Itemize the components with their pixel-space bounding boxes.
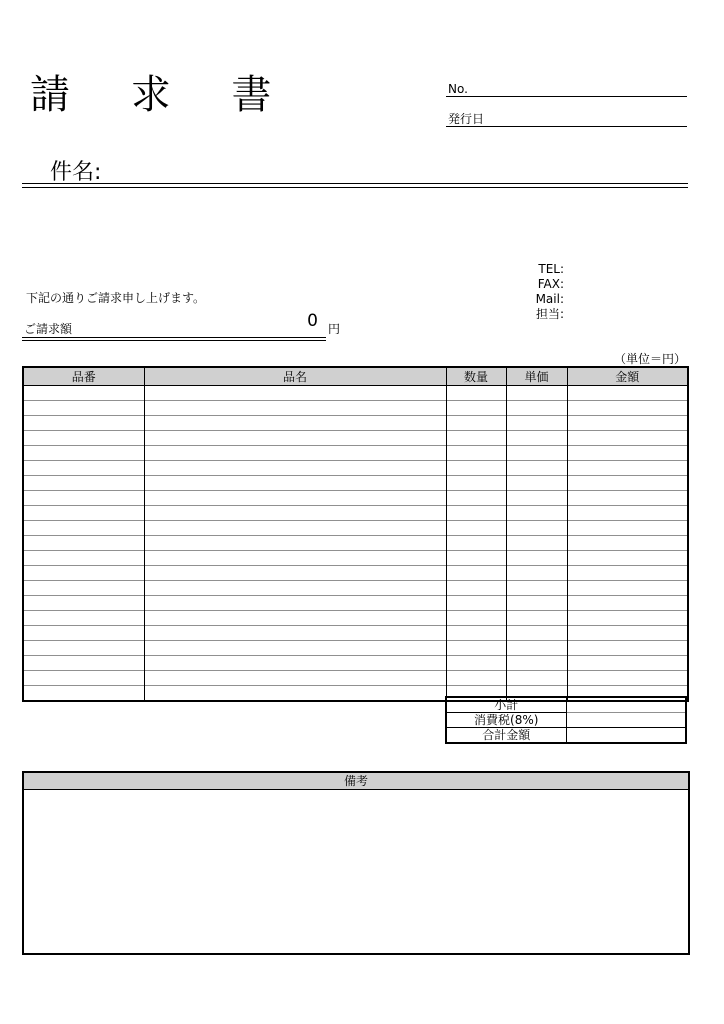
table-cell[interactable] xyxy=(506,401,567,416)
table-cell[interactable] xyxy=(567,386,688,401)
items-table-header xyxy=(23,367,688,386)
total-label: 合計金額 xyxy=(446,728,566,744)
table-cell[interactable] xyxy=(23,446,144,461)
table-cell[interactable] xyxy=(506,536,567,551)
table-cell[interactable] xyxy=(144,581,446,596)
summary-row-subtotal xyxy=(446,697,686,713)
subtotal-value[interactable] xyxy=(566,697,686,713)
table-cell[interactable] xyxy=(567,566,688,581)
table-cell[interactable] xyxy=(567,506,688,521)
table-cell[interactable] xyxy=(446,566,506,581)
table-row xyxy=(23,656,688,671)
table-cell[interactable] xyxy=(506,596,567,611)
table-cell[interactable] xyxy=(567,596,688,611)
table-cell[interactable] xyxy=(446,656,506,671)
table-row xyxy=(23,566,688,581)
table-cell[interactable] xyxy=(506,461,567,476)
table-row xyxy=(23,521,688,536)
table-cell[interactable] xyxy=(23,596,144,611)
table-cell[interactable] xyxy=(506,641,567,656)
table-cell[interactable] xyxy=(144,446,446,461)
table-cell[interactable] xyxy=(567,461,688,476)
subtotal-label: 小計 xyxy=(446,697,566,713)
table-cell[interactable] xyxy=(144,671,446,686)
table-cell[interactable] xyxy=(446,626,506,641)
table-row xyxy=(23,671,688,686)
table-cell[interactable] xyxy=(567,611,688,626)
total-value[interactable] xyxy=(566,728,686,744)
table-cell[interactable] xyxy=(23,431,144,446)
table-cell[interactable] xyxy=(506,386,567,401)
table-cell[interactable] xyxy=(506,491,567,506)
table-cell[interactable] xyxy=(506,416,567,431)
contact-tel-label: TEL: xyxy=(538,262,564,276)
unit-note: （単位＝円） xyxy=(613,352,686,366)
tax-value[interactable] xyxy=(566,713,686,728)
column-header-quantity: 数量 xyxy=(446,367,506,386)
summary-row-total xyxy=(446,728,686,744)
table-cell[interactable] xyxy=(144,566,446,581)
table-cell[interactable] xyxy=(446,611,506,626)
table-cell[interactable] xyxy=(506,431,567,446)
table-row xyxy=(23,386,688,401)
table-cell[interactable] xyxy=(144,476,446,491)
table-cell[interactable] xyxy=(567,431,688,446)
table-row xyxy=(23,551,688,566)
table-cell[interactable] xyxy=(144,401,446,416)
table-cell[interactable] xyxy=(23,521,144,536)
table-cell[interactable] xyxy=(446,641,506,656)
table-cell[interactable] xyxy=(23,656,144,671)
subject-label: 件名: xyxy=(50,160,102,185)
invoice-number-label: No. xyxy=(448,82,468,96)
table-cell[interactable] xyxy=(23,566,144,581)
table-cell[interactable] xyxy=(567,416,688,431)
table-cell[interactable] xyxy=(506,581,567,596)
table-cell[interactable] xyxy=(23,536,144,551)
table-cell[interactable] xyxy=(144,596,446,611)
table-cell[interactable] xyxy=(23,551,144,566)
table-cell[interactable] xyxy=(506,551,567,566)
table-cell[interactable] xyxy=(567,521,688,536)
table-cell[interactable] xyxy=(446,671,506,686)
table-row xyxy=(23,626,688,641)
table-row xyxy=(23,431,688,446)
table-cell[interactable] xyxy=(506,626,567,641)
table-cell[interactable] xyxy=(446,551,506,566)
table-cell[interactable] xyxy=(506,611,567,626)
contact-mail-label: Mail: xyxy=(535,292,564,306)
table-cell[interactable] xyxy=(446,401,506,416)
contact-fax-label: FAX: xyxy=(537,277,564,291)
table-row xyxy=(23,401,688,416)
table-cell[interactable] xyxy=(446,581,506,596)
table-cell[interactable] xyxy=(567,581,688,596)
issue-date-label: 発行日 xyxy=(448,112,485,126)
billing-amount-underline-top xyxy=(22,337,326,338)
table-cell[interactable] xyxy=(144,461,446,476)
table-cell[interactable] xyxy=(144,416,446,431)
table-cell[interactable] xyxy=(506,566,567,581)
table-cell[interactable] xyxy=(506,656,567,671)
billing-amount-underline-bottom xyxy=(22,340,326,341)
table-cell[interactable] xyxy=(23,641,144,656)
table-cell[interactable] xyxy=(144,656,446,671)
items-table xyxy=(22,366,689,702)
table-cell[interactable] xyxy=(446,446,506,461)
table-cell[interactable] xyxy=(144,431,446,446)
contact-person-label: 担当: xyxy=(535,307,564,321)
table-cell[interactable] xyxy=(23,686,144,702)
table-cell[interactable] xyxy=(23,671,144,686)
table-cell[interactable] xyxy=(567,641,688,656)
table-cell[interactable] xyxy=(446,596,506,611)
table-cell[interactable] xyxy=(23,386,144,401)
table-row xyxy=(23,491,688,506)
invoice-number-line xyxy=(446,96,687,97)
billing-intro-text: 下記の通りご請求申し上げます。 xyxy=(26,291,206,305)
table-cell[interactable] xyxy=(506,476,567,491)
table-cell[interactable] xyxy=(446,476,506,491)
table-cell[interactable] xyxy=(567,401,688,416)
column-header-amount: 金額 xyxy=(567,367,688,386)
summary-row-tax xyxy=(446,713,686,728)
table-cell[interactable] xyxy=(144,551,446,566)
table-cell[interactable] xyxy=(23,581,144,596)
table-cell[interactable] xyxy=(446,536,506,551)
tax-label: 消費税(8%) xyxy=(446,713,566,728)
summary-table xyxy=(445,696,687,744)
table-cell[interactable] xyxy=(446,431,506,446)
table-cell[interactable] xyxy=(23,491,144,506)
billing-amount-label: ご請求額 xyxy=(24,322,73,336)
table-row xyxy=(23,641,688,656)
table-cell[interactable] xyxy=(446,521,506,536)
table-cell[interactable] xyxy=(506,671,567,686)
table-row xyxy=(23,476,688,491)
table-cell[interactable] xyxy=(567,446,688,461)
table-cell[interactable] xyxy=(144,386,446,401)
remarks-header: 備考 xyxy=(24,773,688,790)
table-cell[interactable] xyxy=(567,476,688,491)
table-cell[interactable] xyxy=(144,611,446,626)
table-cell[interactable] xyxy=(23,461,144,476)
table-cell[interactable] xyxy=(446,491,506,506)
table-row xyxy=(23,506,688,521)
billing-amount-value: 0 xyxy=(307,311,318,331)
table-cell[interactable] xyxy=(144,626,446,641)
table-cell[interactable] xyxy=(446,416,506,431)
table-row xyxy=(23,536,688,551)
table-cell[interactable] xyxy=(446,506,506,521)
billing-currency-label: 円 xyxy=(328,322,341,336)
table-cell[interactable] xyxy=(567,671,688,686)
table-cell[interactable] xyxy=(23,506,144,521)
table-row xyxy=(23,461,688,476)
table-cell[interactable] xyxy=(144,506,446,521)
page-title: 請 求 書 xyxy=(30,72,296,118)
table-cell[interactable] xyxy=(23,416,144,431)
table-cell[interactable] xyxy=(567,626,688,641)
table-cell[interactable] xyxy=(506,446,567,461)
table-cell[interactable] xyxy=(567,656,688,671)
table-cell[interactable] xyxy=(23,626,144,641)
table-cell[interactable] xyxy=(506,506,567,521)
column-header-item-code: 品番 xyxy=(23,367,144,386)
table-row xyxy=(23,596,688,611)
table-cell[interactable] xyxy=(144,536,446,551)
table-row xyxy=(23,446,688,461)
remarks-content[interactable] xyxy=(24,790,688,950)
table-cell[interactable] xyxy=(446,461,506,476)
column-header-unit-price: 単価 xyxy=(506,367,567,386)
table-cell[interactable] xyxy=(23,476,144,491)
column-header-item-name: 品名 xyxy=(144,367,446,386)
table-row xyxy=(23,581,688,596)
subject-underline-bottom xyxy=(22,187,688,188)
issue-date-line xyxy=(446,126,687,127)
table-row xyxy=(23,416,688,431)
table-cell[interactable] xyxy=(567,551,688,566)
table-cell[interactable] xyxy=(144,686,446,702)
table-row xyxy=(23,611,688,626)
table-cell[interactable] xyxy=(567,491,688,506)
table-cell[interactable] xyxy=(144,521,446,536)
table-cell[interactable] xyxy=(446,386,506,401)
remarks-box xyxy=(22,771,690,955)
table-cell[interactable] xyxy=(506,521,567,536)
subject-underline-top xyxy=(22,183,688,184)
table-cell[interactable] xyxy=(144,641,446,656)
table-cell[interactable] xyxy=(23,611,144,626)
table-cell[interactable] xyxy=(144,491,446,506)
table-cell[interactable] xyxy=(23,401,144,416)
table-cell[interactable] xyxy=(567,536,688,551)
